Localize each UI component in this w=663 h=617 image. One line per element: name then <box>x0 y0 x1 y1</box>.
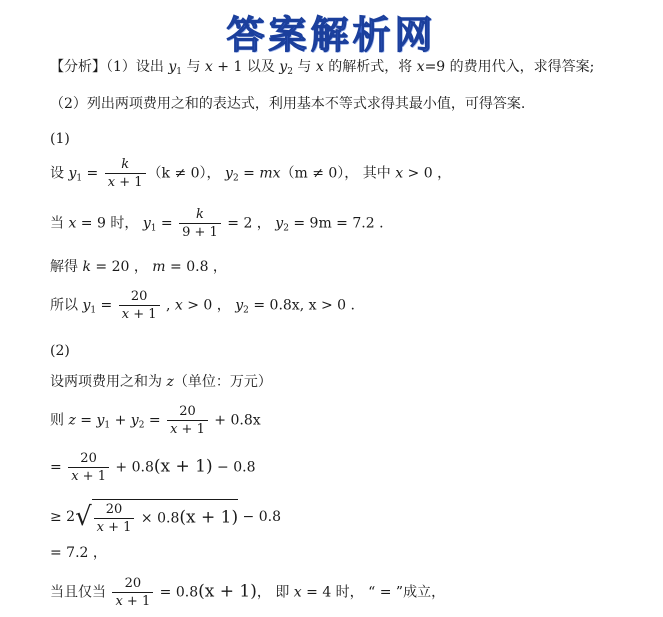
denominator <box>94 518 135 535</box>
text: = 20 ， <box>90 259 153 275</box>
text: ≥ 2 <box>50 509 76 525</box>
step-define-sum <box>50 373 272 391</box>
step-set-functions <box>50 157 451 190</box>
var: x <box>107 175 116 190</box>
var: x <box>395 165 404 182</box>
fraction <box>112 576 153 609</box>
text: = <box>75 412 97 429</box>
text: + <box>110 412 131 429</box>
text: − 0.8 <box>238 509 281 525</box>
denominator <box>105 173 146 190</box>
numerator: 20 <box>130 289 148 304</box>
fraction <box>119 289 160 322</box>
step-rewrite <box>50 451 256 484</box>
step-equality-condition <box>50 576 445 609</box>
text: × 0.8 <box>136 510 180 527</box>
var: m <box>152 259 166 275</box>
var: x <box>68 215 77 232</box>
step-substitute <box>50 207 384 240</box>
text: , <box>161 297 175 314</box>
text: （k ≠ 0）， <box>147 165 226 182</box>
var: mx <box>259 165 281 182</box>
denominator <box>167 420 208 437</box>
subscript: 2 <box>138 420 145 431</box>
step-minimum: = 7.2 ， <box>50 545 107 561</box>
denominator <box>68 467 109 484</box>
subscript: 2 <box>243 305 249 316</box>
numerator: k <box>121 157 130 172</box>
text: = <box>156 215 178 232</box>
numerator: 20 <box>80 451 97 466</box>
part-1-label: (1) <box>50 131 70 147</box>
text: 则 <box>50 412 69 429</box>
denominator <box>112 592 153 609</box>
text: + 1 <box>129 307 157 322</box>
var: x <box>416 59 425 75</box>
text: 与 <box>292 59 316 75</box>
text: 当 <box>50 215 69 232</box>
var: y <box>168 59 177 75</box>
subscript: 1 <box>76 173 83 184</box>
subscript: 1 <box>150 223 157 234</box>
analysis-tag: 【分析】 <box>50 59 106 75</box>
numerator: k <box>196 207 204 222</box>
subscript: 2 <box>287 67 293 77</box>
text: = <box>238 165 260 182</box>
text: = <box>144 412 166 429</box>
var: x <box>115 594 123 609</box>
var: y <box>142 215 151 232</box>
text: + 1 以及 <box>212 59 280 75</box>
text: =9 的费用代入，求得答案; <box>424 59 595 75</box>
text: 设两项费用之和为 <box>50 374 167 390</box>
fraction <box>94 502 135 535</box>
text: （m ≠ 0）， 其中 <box>280 165 396 182</box>
step-sum-expression <box>50 404 261 437</box>
var: y <box>82 297 91 314</box>
text: + 1 <box>177 422 205 437</box>
fraction <box>68 451 109 484</box>
fraction <box>167 404 208 437</box>
fraction <box>179 207 221 240</box>
text: + 1 <box>78 469 106 484</box>
text: > 0 ， <box>403 165 452 182</box>
text: 解得 <box>50 259 83 275</box>
analysis-line-1 <box>50 58 594 81</box>
text: > 0 ， <box>182 297 236 314</box>
step-solve <box>50 258 227 276</box>
text: = 9m = 7.2 . <box>288 215 384 232</box>
text: = 0.8 <box>155 584 199 601</box>
text: 当且仅当 <box>50 584 111 601</box>
text: = <box>82 165 103 182</box>
site-banner: 答案解析网 <box>226 13 437 57</box>
subscript: 1 <box>90 305 97 316</box>
subscript: 1 <box>104 420 111 431</box>
numerator: 20 <box>179 404 196 419</box>
analysis-line-2: （2）列出两项费用之和的表达式，利用基本不等式求得其最小值，可得答案. <box>50 96 526 112</box>
var: y <box>225 165 233 182</box>
denominator: 9 + 1 <box>179 223 221 240</box>
paren-expr: (x + 1) <box>198 581 257 602</box>
var: z <box>68 412 76 429</box>
var: y <box>275 215 284 232</box>
text: （1）设出 <box>106 59 169 75</box>
fraction <box>105 157 146 190</box>
text: ， 即 <box>256 584 294 601</box>
step-inequality <box>50 499 281 535</box>
text: 所以 <box>50 297 83 314</box>
paren-expr: (x + 1) <box>179 507 239 528</box>
var: x <box>204 59 213 75</box>
numerator: 20 <box>105 502 123 517</box>
text: 与 <box>182 59 205 75</box>
var: x <box>71 469 79 484</box>
paren-expr: (x + 1) <box>153 456 213 477</box>
text: + 0.8x <box>209 412 261 429</box>
var: z <box>166 374 174 390</box>
var: x <box>170 422 178 437</box>
denominator <box>119 305 160 322</box>
sqrt-icon: √ <box>75 502 92 532</box>
subscript: 1 <box>176 67 183 77</box>
var: x <box>121 307 130 322</box>
text: + 1 <box>104 520 132 535</box>
step-conclusion-1 <box>50 289 355 322</box>
numerator: 20 <box>124 576 142 591</box>
sqrt-expression <box>75 499 238 535</box>
text: = 9 时， <box>76 215 143 232</box>
text: = 4 时， “ = ”成立， <box>301 584 446 601</box>
var: y <box>68 165 77 182</box>
var: x <box>174 297 183 314</box>
text: 的解析式，将 <box>323 59 417 75</box>
var: y <box>96 412 105 429</box>
var: y <box>130 412 139 429</box>
text: + 0.8 <box>110 459 154 476</box>
text: 设 <box>50 165 69 182</box>
text: = 2 ， <box>222 215 276 232</box>
text: − 0.8 <box>212 459 256 476</box>
text: = 0.8 ， <box>165 259 227 275</box>
sqrt-body <box>92 499 238 535</box>
text: = <box>96 297 117 314</box>
var: y <box>235 297 244 314</box>
var: k <box>82 259 91 275</box>
text: （单位：万元） <box>173 374 272 390</box>
var: x <box>293 584 302 601</box>
text: = 0.8x, x > 0 . <box>248 297 355 314</box>
subscript: 2 <box>232 173 239 184</box>
part-2-label: (2) <box>50 343 70 359</box>
text: + 1 <box>115 175 143 190</box>
text: + 1 <box>122 594 151 609</box>
var: x <box>315 59 324 75</box>
var: y <box>279 59 288 75</box>
subscript: 2 <box>283 223 289 234</box>
text: = <box>50 459 67 476</box>
var: x <box>96 520 105 535</box>
